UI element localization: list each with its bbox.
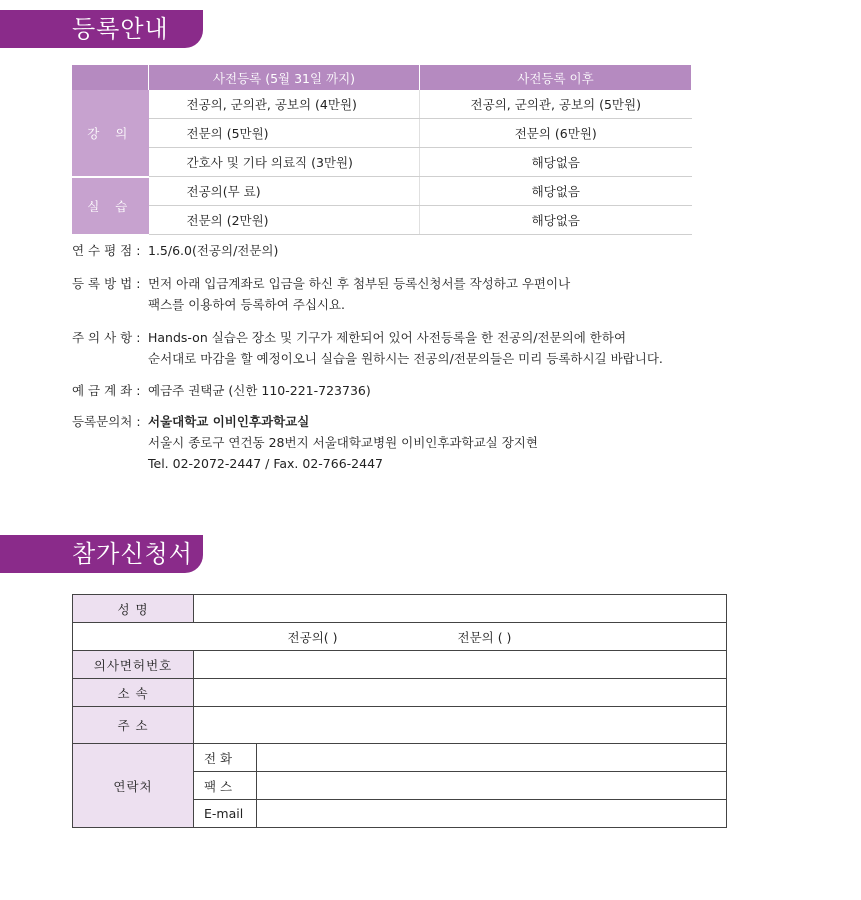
email-field[interactable] (257, 800, 727, 828)
resident-choice[interactable]: 전공의( ) (287, 629, 338, 645)
position-choice-row (73, 623, 727, 651)
method-label: 등 록 방 법 : (72, 276, 145, 291)
table-row (73, 679, 727, 707)
contact-org: 서울대학교 이비인후과학교실 (148, 414, 310, 429)
fee-header-early: 사전등록 (5월 31일 까지) (149, 65, 420, 90)
specialist-choice[interactable]: 전문의 ( ) (457, 629, 512, 645)
table-row (73, 595, 727, 623)
notice-label: 주 의 사 항 : (72, 330, 145, 345)
fee-after: 해당없음 (420, 177, 692, 206)
address-label: 주 소 (73, 707, 194, 744)
notice-info (72, 327, 663, 369)
table-row (72, 119, 692, 148)
contact-info (72, 411, 538, 474)
lecture-category: 강 의 (72, 90, 149, 177)
table-row (72, 206, 692, 235)
fax-field[interactable] (257, 772, 727, 800)
contact-phone: Tel. 02-2072-2447 / Fax. 02-766-2447 (148, 456, 383, 471)
application-section-title: 참가신청서 (0, 535, 203, 573)
contact-address: 서울시 종로구 연건동 28번지 서울대학교병원 이비인후과학교실 장지현 (148, 435, 538, 450)
application-form (72, 594, 727, 828)
practice-category: 실 습 (72, 177, 149, 235)
account-value: 예금주 권택균 (신한 110-221-723736) (148, 383, 371, 398)
table-row (73, 651, 727, 679)
fax-label: 팩 스 (194, 772, 257, 800)
affiliation-field[interactable] (194, 679, 727, 707)
fee-after: 해당없음 (420, 206, 692, 235)
table-row (73, 707, 727, 744)
contact-label: 등록문의처 : (72, 414, 145, 429)
fee-item: 전공의(무 료) (149, 177, 420, 206)
phone-field[interactable] (257, 744, 727, 772)
license-field[interactable] (194, 651, 727, 679)
table-row (72, 90, 692, 119)
name-label: 성 명 (73, 595, 194, 623)
contact-section-label: 연락처 (73, 744, 194, 828)
fee-after: 전문의 (6만원) (420, 119, 692, 148)
affiliation-label: 소 속 (73, 679, 194, 707)
table-row (73, 623, 727, 651)
license-label: 의사면허번호 (73, 651, 194, 679)
fee-after: 전공의, 군의관, 공보의 (5만원) (420, 90, 692, 119)
fee-item: 전문의 (2만원) (149, 206, 420, 235)
fee-after: 해당없음 (420, 148, 692, 177)
registration-section-title: 등록안내 (0, 10, 203, 48)
notice-line1: Hands-on 실습은 장소 및 기구가 제한되어 있어 사전등록을 한 전공의/전문의에 한하여 (148, 330, 627, 345)
email-label: E-mail (194, 800, 257, 828)
table-row (72, 177, 692, 206)
credits-value: 1.5/6.0(전공의/전문의) (148, 243, 279, 258)
account-label: 예 금 계 좌 : (72, 383, 145, 398)
fee-header-blank (72, 65, 149, 90)
fee-table (72, 65, 692, 236)
fee-item: 전공의, 군의관, 공보의 (4만원) (149, 90, 420, 119)
phone-label: 전 화 (194, 744, 257, 772)
account-info (72, 380, 371, 401)
credits-info (72, 240, 278, 261)
address-field[interactable] (194, 707, 727, 744)
method-line2: 팩스를 이용하여 등록하여 주십시요. (148, 297, 346, 312)
notice-line2: 순서대로 마감을 할 예정이오니 실습을 원하시는 전공의/전문의들은 미리 등록하시길 바랍니다. (148, 351, 663, 366)
table-row (73, 744, 727, 772)
fee-table-header (72, 65, 692, 90)
table-row (72, 148, 692, 177)
fee-item: 전문의 (5만원) (149, 119, 420, 148)
method-info (72, 273, 570, 315)
credits-label: 연 수 평 점 : (72, 243, 145, 258)
method-line1: 먼저 아래 입금계좌로 입금을 하신 후 첨부된 등록신청서를 작성하고 우편이나 (148, 276, 571, 291)
fee-header-late: 사전등록 이후 (420, 65, 692, 90)
fee-item: 간호사 및 기타 의료직 (3만원) (149, 148, 420, 177)
name-field[interactable] (194, 595, 727, 623)
